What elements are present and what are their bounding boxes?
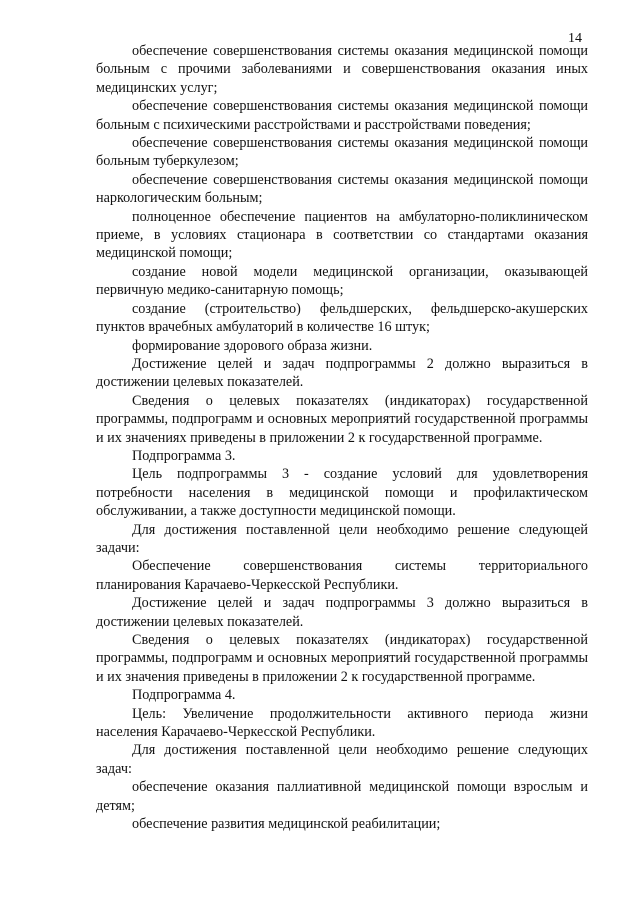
subprogram-4-heading: Подпрограмма 4.	[132, 687, 236, 704]
subprogram-3-heading: Подпрограмма 3.	[132, 447, 236, 464]
paragraph-6: создание новой модели медицинской организации, оказывающей первичную медико-санитарную помощь;	[96, 263, 588, 299]
paragraph-7: создание (строительство) фельдшерских, фельдшерско-акушерских пунктов врачебных амбулаторий в количестве 16 штук;	[96, 300, 588, 336]
paragraph-15: Достижение целей и задач подпрограммы 3 должно выразиться в достижении целевых показателей.	[96, 595, 588, 630]
paragraph-18: Цель: Увеличение продолжительности активного периода жизни населения Карачаево-Черкесской Республики.	[96, 705, 588, 741]
paragraph-14: Обеспечение совершенствования системы территориального планирования Карачаево-Черкесской Республики.	[96, 558, 588, 593]
paragraph-3: обеспечение совершенствования системы оказания медицинской помощи больным туберкулезом;	[96, 135, 588, 170]
paragraph-12: Цель подпрограммы 3 - создание условий для удовлетворения потребности населения в медицинской помощи и профилактическом обслуживании, а также доступности медицинской помощи.	[96, 466, 588, 520]
paragraph-13: Для достижения поставленной цели необходимо решение следующей задачи:	[96, 521, 588, 556]
paragraph-10: Сведения о целевых показателях (индикаторах) государственной программы, подпрограмм и основных мероприятий государственной программы и их значениях приведены в приложении 2 к государственной программе.	[96, 392, 588, 446]
paragraph-9: Достижение целей и задач подпрограммы 2 должно выразиться в достижении целевых показателей.	[96, 355, 588, 391]
paragraph-2: обеспечение совершенствования системы оказания медицинской помощи больным с психическими расстройствами и расстройствами поведения;	[96, 98, 588, 133]
paragraph-20: обеспечение оказания паллиативной медицинской помощи взрослым и детям;	[96, 779, 588, 814]
paragraph-1: обеспечение совершенствования системы оказания медицинской помощи больным с прочими заболеваниями и совершенствования оказания иных медицинских услуг;	[96, 43, 588, 96]
paragraph-16: Сведения о целевых показателях (индикаторах) государственной программы, подпрограмм и основных мероприятий государственной программы и их значения приведены в приложении 2 к государственной программе.	[96, 632, 588, 685]
page-number: 14	[568, 31, 582, 46]
paragraph-8: формирование здорового образа жизни.	[132, 337, 373, 354]
paragraph-21: обеспечение развития медицинской реабилитации;	[132, 816, 441, 833]
paragraph-19: Для достижения поставленной цели необходимо решение следующих задач:	[96, 742, 588, 777]
paragraph-4: обеспечение совершенствования системы оказания медицинской помощи наркологическим больным;	[96, 171, 588, 207]
document-body	[96, 42, 588, 833]
paragraph-5: полноценное обеспечение пациентов на амбулаторно-поликлиническом приеме, в условиях стационара в соответствии со стандартами оказания медицинской помощи;	[96, 208, 588, 262]
